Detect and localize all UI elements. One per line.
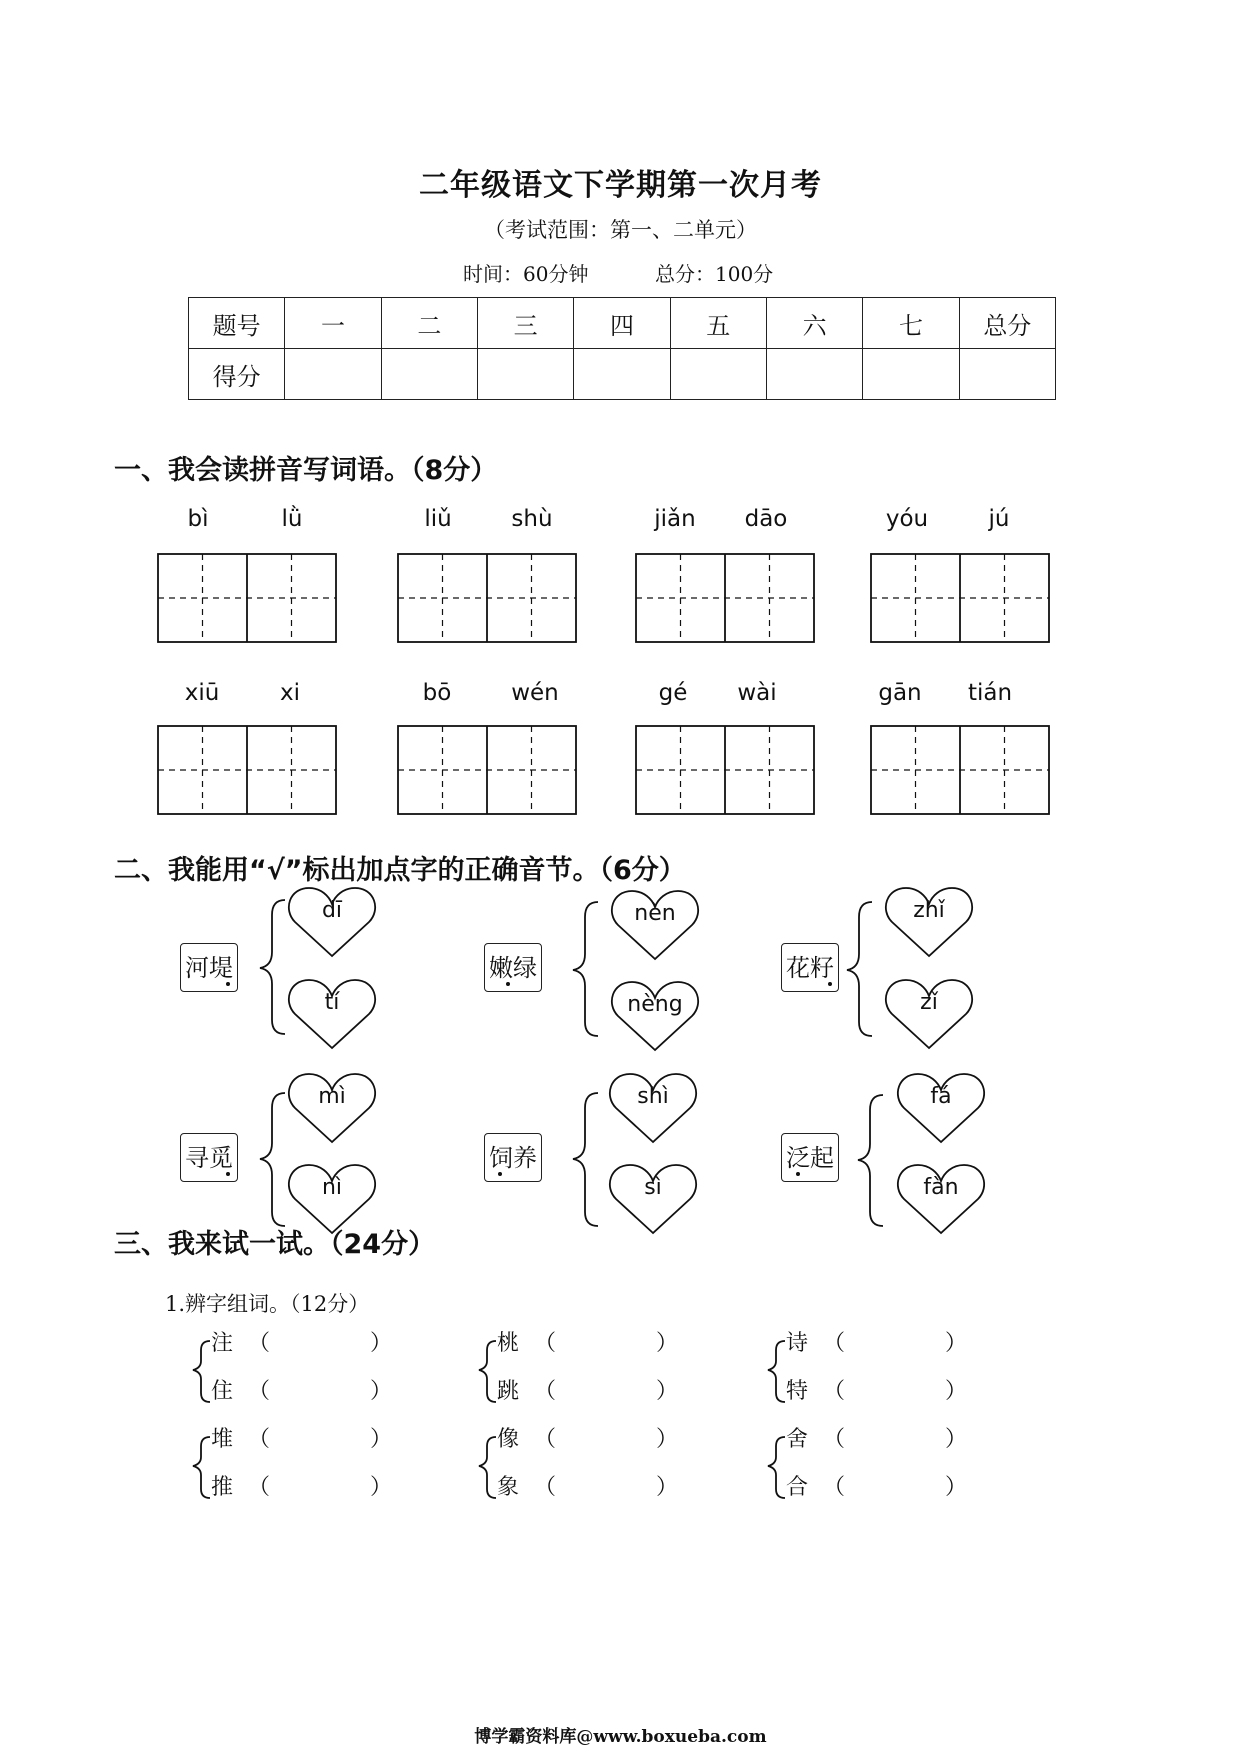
answer-blank[interactable] xyxy=(845,1328,940,1356)
score-cell-q3: 三 xyxy=(477,298,573,349)
answer-blank[interactable] xyxy=(556,1328,651,1356)
pinyin-label: xiū xyxy=(184,680,220,706)
answer-blank[interactable] xyxy=(556,1376,651,1404)
section3-sub1: 1.辨字组词。（12分） xyxy=(165,1292,370,1316)
paren-close: ） xyxy=(656,1379,679,1404)
emphasis-dot xyxy=(506,982,510,986)
option-pinyin: nèng xyxy=(627,992,683,1017)
heart-option[interactable] xyxy=(287,1072,377,1144)
pinyin-label: dāo xyxy=(744,506,788,532)
paren-close: ） xyxy=(656,1475,679,1500)
paren-open: （ xyxy=(534,1427,557,1452)
pinyin-label: wài xyxy=(737,680,777,706)
answer-blank[interactable] xyxy=(845,1424,940,1452)
option-pinyin: shì xyxy=(637,1084,669,1109)
char-top: 注 xyxy=(211,1331,234,1356)
char-bottom: 住 xyxy=(211,1379,234,1404)
paren-close: ） xyxy=(370,1331,393,1356)
paren-open: （ xyxy=(534,1475,557,1500)
heart-option[interactable] xyxy=(884,978,974,1050)
section2-heading: 二、我能用“√”标出加点字的正确音节。（6分） xyxy=(114,855,686,886)
heart-option[interactable] xyxy=(608,1072,698,1144)
char-bottom: 特 xyxy=(786,1379,809,1404)
char-top: 诗 xyxy=(786,1331,809,1356)
score-cell-q7: 七 xyxy=(863,298,959,349)
paren-close: ） xyxy=(370,1427,393,1452)
heart-option[interactable] xyxy=(896,1072,986,1144)
option-pinyin: fàn xyxy=(923,1175,959,1200)
paren-open: （ xyxy=(248,1331,271,1356)
char-bottom: 推 xyxy=(211,1475,234,1500)
paren-open: （ xyxy=(823,1331,846,1356)
pinyin-label: yóu xyxy=(885,506,929,532)
question-word: 花籽 xyxy=(781,943,839,992)
page-title: 二年级语文下学期第一次月考 xyxy=(419,168,822,203)
option-pinyin: tí xyxy=(324,990,340,1015)
question-word: 嫩绿 xyxy=(484,943,542,992)
section1-heading: 一、我会读拼音写词语。（8分） xyxy=(114,455,498,486)
char-bottom: 合 xyxy=(786,1475,809,1500)
exam-total: 总分：100分 xyxy=(655,262,774,286)
char-top: 桃 xyxy=(497,1331,520,1356)
paren-close: ） xyxy=(945,1475,968,1500)
option-pinyin: zǐ xyxy=(920,990,938,1015)
footer-watermark: 博学霸资料库@www.boxueba.com xyxy=(474,1727,767,1747)
score-cell-q1: 一 xyxy=(285,298,381,349)
paren-close: ） xyxy=(656,1427,679,1452)
pinyin-label: bì xyxy=(187,506,209,532)
option-pinyin: dī xyxy=(321,898,343,923)
answer-blank[interactable] xyxy=(845,1376,940,1404)
emphasis-dot xyxy=(498,1172,502,1176)
heart-option[interactable] xyxy=(896,1163,986,1235)
question-word: 饲养 xyxy=(484,1133,542,1182)
emphasis-dot xyxy=(796,1172,800,1176)
emphasis-dot xyxy=(828,982,832,986)
pinyin-label: shù xyxy=(511,506,553,532)
heart-option[interactable] xyxy=(610,889,700,961)
paren-open: （ xyxy=(248,1475,271,1500)
score-cell-total: 总分 xyxy=(959,298,1055,349)
answer-blank[interactable] xyxy=(556,1472,651,1500)
paren-close: ） xyxy=(945,1427,968,1452)
heart-option[interactable] xyxy=(610,980,700,1052)
paren-open: （ xyxy=(248,1379,271,1404)
paren-open: （ xyxy=(823,1427,846,1452)
pinyin-label: gān xyxy=(878,680,922,706)
pinyin-label: tián xyxy=(967,680,1013,706)
heart-option[interactable] xyxy=(287,886,377,958)
score-row-label: 得分 xyxy=(189,349,285,400)
paren-close: ） xyxy=(370,1379,393,1404)
paren-close: ） xyxy=(656,1331,679,1356)
pinyin-label: gé xyxy=(658,680,688,706)
question-word: 河堤 xyxy=(180,943,238,992)
paren-open: （ xyxy=(823,1475,846,1500)
score-cell-q5: 五 xyxy=(670,298,766,349)
question-word: 寻觅 xyxy=(180,1133,238,1182)
char-top: 堆 xyxy=(211,1427,234,1452)
emphasis-dot xyxy=(226,982,230,986)
paren-open: （ xyxy=(534,1331,557,1356)
exam-time: 时间：60分钟 xyxy=(463,262,589,286)
char-bottom: 跳 xyxy=(497,1379,520,1404)
score-cell-q2: 二 xyxy=(381,298,477,349)
paren-close: ） xyxy=(370,1475,393,1500)
option-pinyin: zhǐ xyxy=(913,898,945,923)
exam-scope: （考试范围：第一、二单元） xyxy=(484,218,757,242)
answer-blank[interactable] xyxy=(845,1472,940,1500)
heart-option[interactable] xyxy=(287,978,377,1050)
pinyin-label: wén xyxy=(511,680,559,706)
pinyin-label: bō xyxy=(422,680,452,706)
pinyin-label: lǜ xyxy=(281,506,303,532)
answer-blank[interactable] xyxy=(270,1424,365,1452)
pinyin-label: jú xyxy=(988,506,1010,532)
question-word: 泛起 xyxy=(781,1133,839,1182)
char-top: 舍 xyxy=(786,1427,809,1452)
score-cell-label: 题号 xyxy=(189,298,285,349)
option-pinyin: nì xyxy=(321,1175,343,1200)
char-top: 像 xyxy=(497,1427,520,1452)
heart-option[interactable] xyxy=(608,1163,698,1235)
pinyin-label: jiǎn xyxy=(654,506,696,532)
paren-close: ） xyxy=(945,1379,968,1404)
answer-blank[interactable] xyxy=(270,1472,365,1500)
section3-heading: 三、我来试一试。（24分） xyxy=(114,1229,436,1260)
heart-option[interactable] xyxy=(884,886,974,958)
answer-blank[interactable] xyxy=(270,1328,365,1356)
score-cell-q6: 六 xyxy=(766,298,862,349)
option-pinyin: fá xyxy=(930,1084,952,1109)
answer-blank[interactable] xyxy=(556,1424,651,1452)
answer-blank[interactable] xyxy=(270,1376,365,1404)
paren-open: （ xyxy=(248,1427,271,1452)
paren-open: （ xyxy=(823,1379,846,1404)
pinyin-label: xi xyxy=(279,680,300,706)
pinyin-label: liǔ xyxy=(424,506,452,532)
score-cell-q4: 四 xyxy=(574,298,670,349)
paren-close: ） xyxy=(945,1331,968,1356)
paren-open: （ xyxy=(534,1379,557,1404)
option-pinyin: nèn xyxy=(634,901,676,926)
option-pinyin: mì xyxy=(318,1084,346,1109)
emphasis-dot xyxy=(226,1172,230,1176)
option-pinyin: sì xyxy=(644,1175,662,1200)
char-bottom: 象 xyxy=(497,1475,520,1500)
